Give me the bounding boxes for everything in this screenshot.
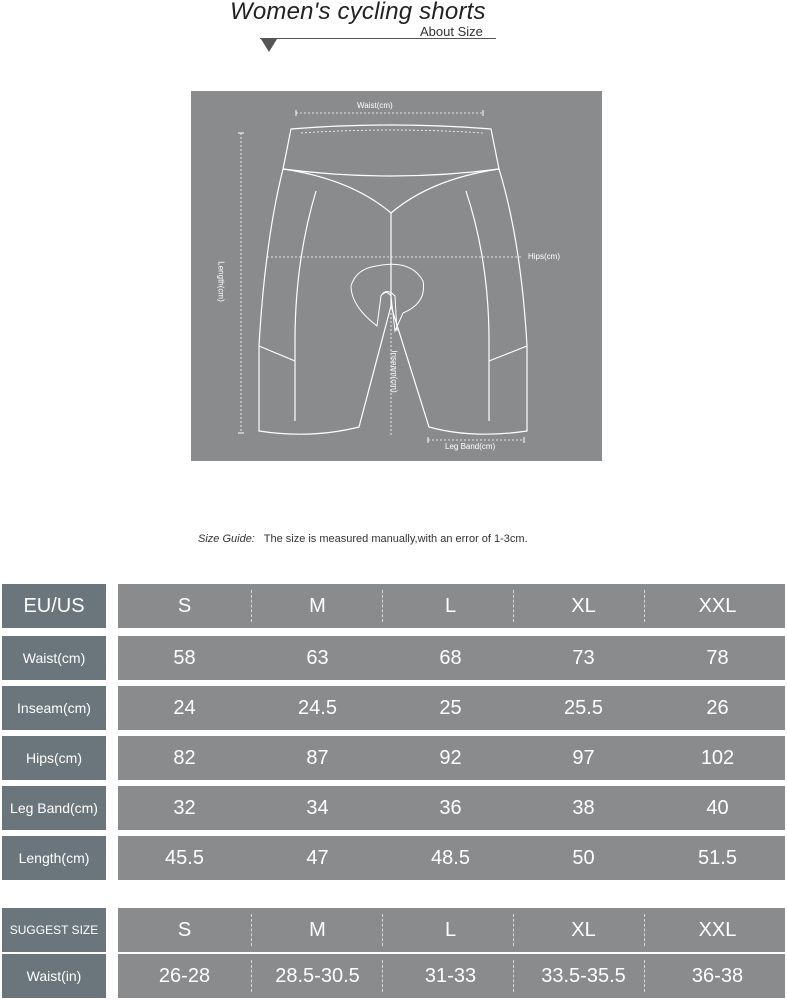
column-divider [644, 914, 645, 946]
table-cell: XL [571, 594, 596, 617]
column-divider [513, 960, 514, 992]
table-cell: 50 [572, 846, 595, 869]
table-cell: M [309, 918, 326, 941]
table-row [0, 786, 787, 830]
row-label: Waist(cm) [2, 636, 106, 680]
row-label: SUGGEST SIZE [2, 908, 106, 952]
table-cell: XL [571, 918, 596, 941]
triangle-marker-icon [261, 39, 277, 52]
diagram-label-waist: Waist(cm) [357, 101, 393, 110]
table-cell: 47 [306, 846, 329, 869]
table-row [0, 736, 787, 780]
column-divider [382, 590, 383, 622]
column-divider [644, 590, 645, 622]
table-cell: XXL [698, 594, 737, 617]
table-cell: 34 [306, 796, 329, 819]
table-cell: 38 [572, 796, 595, 819]
size-guide-text: The size is measured manually,with an error of 1-3cm. [263, 533, 528, 545]
table-cell: 32 [173, 796, 196, 819]
column-divider [251, 914, 252, 946]
row-values [118, 908, 785, 952]
table-row [0, 954, 787, 998]
row-label: Inseam(cm) [2, 686, 106, 730]
table-row [0, 636, 787, 680]
table-cell: 97 [572, 746, 595, 769]
row-values [118, 836, 785, 880]
table-cell: 28.5-30.5 [275, 964, 360, 987]
table-cell: 25 [439, 696, 462, 719]
table-cell: 51.5 [698, 846, 737, 869]
size-guide-label: Size Guide: [198, 533, 255, 545]
suggest-table-header-row [0, 908, 787, 952]
column-divider [251, 960, 252, 992]
row-values [118, 736, 785, 780]
table-cell: L [444, 594, 457, 617]
column-divider [382, 914, 383, 946]
table-cell: 63 [306, 646, 329, 669]
table-cell: 24.5 [298, 696, 337, 719]
table-cell: 36 [439, 796, 462, 819]
table-cell: 25.5 [564, 696, 603, 719]
page-subtitle: About Size [420, 24, 483, 39]
table-cell: 31-33 [424, 964, 477, 987]
diagram-label-hips: Hips(cm) [528, 252, 560, 261]
table-cell: 33.5-35.5 [541, 964, 626, 987]
table-cell: 68 [439, 646, 462, 669]
table-row [0, 686, 787, 730]
table-cell: 58 [173, 646, 196, 669]
table-cell: 73 [572, 646, 595, 669]
size-table-header-row [0, 584, 787, 628]
table-row [0, 836, 787, 880]
table-cell: 24 [173, 696, 196, 719]
row-label: Hips(cm) [2, 736, 106, 780]
table-cell: M [309, 594, 326, 617]
row-values [118, 636, 785, 680]
table-cell: 78 [706, 646, 729, 669]
diagram-label-length: Length(cm) [216, 261, 226, 302]
column-divider [251, 590, 252, 622]
table-cell: 48.5 [431, 846, 470, 869]
row-values [118, 584, 785, 628]
page-title: Women's cycling shorts [230, 0, 486, 25]
table-cell: L [444, 918, 457, 941]
shorts-diagram [191, 91, 602, 461]
table-cell: XXL [698, 918, 737, 941]
column-divider [382, 960, 383, 992]
size-guide-note [198, 533, 528, 545]
row-values [118, 686, 785, 730]
row-label: Length(cm) [2, 836, 106, 880]
row-label: Waist(in) [2, 954, 106, 998]
column-divider [513, 914, 514, 946]
table-cell: 26 [706, 696, 729, 719]
row-label: Leg Band(cm) [2, 786, 106, 830]
row-values [118, 954, 785, 998]
diagram-label-inseam: Inseam(cm) [389, 350, 399, 393]
table-cell: 26-28 [158, 964, 211, 987]
column-divider [644, 960, 645, 992]
table-cell: 92 [439, 746, 462, 769]
shorts-outline-icon [191, 91, 602, 461]
table-cell: 45.5 [165, 846, 204, 869]
row-values [118, 786, 785, 830]
table-cell: 102 [700, 746, 735, 769]
row-label: EU/US [2, 584, 106, 628]
table-cell: 36-38 [691, 964, 744, 987]
table-cell: 82 [173, 746, 196, 769]
table-cell: S [177, 918, 192, 941]
table-cell: 40 [706, 796, 729, 819]
column-divider [513, 590, 514, 622]
table-cell: 87 [306, 746, 329, 769]
diagram-label-leg-band: Leg Band(cm) [445, 442, 496, 451]
table-cell: S [177, 594, 192, 617]
